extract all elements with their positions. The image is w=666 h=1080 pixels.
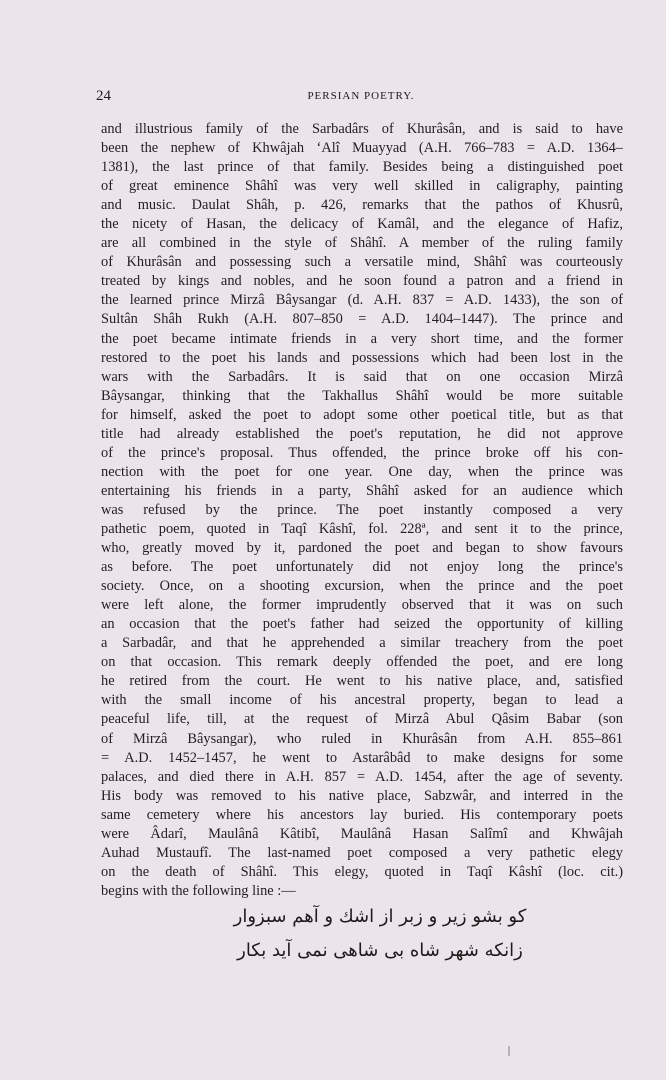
text-line: are all combined in the style of Shâhî. A member of the ruling family	[101, 235, 623, 252]
text-line: with the small income of his ancestral property, began to lead a	[101, 692, 623, 709]
text-line: His body was removed to his native place, Sabzwâr, and interred in the	[101, 787, 623, 804]
text-line: were left alone, the former imprudently observed that it was on such	[101, 597, 623, 614]
page-number: 24	[96, 88, 111, 104]
text-line: entertaining his friends in a party, Shâhî asked for an audience which	[101, 482, 623, 499]
verse-line-2: زانکه شهر شاه بی شاهی نمی آید بکار	[237, 940, 523, 961]
text-line: and music. Daulat Shâh, p. 426, remarks that the pathos of Khusrû,	[101, 197, 623, 214]
text-line: pathetic poem, quoted in Taqî Kâshî, fol. 228ª, and sent it to the prince,	[101, 520, 623, 537]
text-line: restored to the poet his lands and possessions which had been lost in the	[101, 349, 623, 366]
text-line: peaceful life, till, at the request of Mirzâ Abul Qâsim Babar (son	[101, 711, 623, 728]
running-head: PERSIAN POETRY.	[307, 90, 415, 102]
text-line: he retired from the court. He went to his native place, and, satisfied	[101, 673, 623, 690]
text-line: was refused by the prince. The poet instantly composed a very	[101, 501, 623, 518]
body-paragraph	[101, 120, 623, 901]
text-line: for himself, asked the poet to adopt some other poetical title, but as that	[101, 406, 623, 423]
text-line: Auhad Mustaufî. The last-named poet composed a very pathetic elegy	[101, 844, 623, 861]
text-line: society. Once, on a shooting excursion, when the prince and the poet	[101, 578, 623, 595]
text-line: on that occasion. This remark deeply offended the poet, and ere long	[101, 654, 623, 671]
persian-verse	[220, 900, 540, 968]
text-line: of the prince's proposal. Thus offended, the prince broke off his con-	[101, 444, 623, 461]
text-line: on the death of Shâhî. This elegy, quoted in Taqî Kâshî (loc. cit.)	[101, 863, 623, 880]
text-line: the learned prince Mirzâ Bâysangar (d. A.H. 837 = A.D. 1433), the son of	[101, 292, 623, 309]
text-line: = A.D. 1452–1457, he went to Astarâbâd to make designs for some	[101, 749, 623, 766]
text-line: nection with the poet for one year. One day, when the prince was	[101, 463, 623, 480]
page-header	[96, 88, 626, 108]
text-line: been the nephew of Khwâjah ‘Alî Muayyad (A.H. 766–783 = A.D. 1364–	[101, 140, 623, 157]
text-line: Bâysangar, thinking that the Takhallus Shâhî would be more suitable	[101, 387, 623, 404]
text-line: an occasion that the poet's father had seized the opportunity of killing	[101, 616, 623, 633]
text-line: the poet became intimate friends in a very short time, and the former	[101, 330, 623, 347]
text-line: of Mirzâ Bâysangar), who ruled in Khurâsân from A.H. 855–861	[101, 730, 623, 747]
text-line: same cemetery where his ancestors lay buried. His contemporary poets	[101, 806, 623, 823]
text-line: 1381), the last prince of that family. Besides being a distinguished poet	[101, 159, 623, 176]
text-line: and illustrious family of the Sarbadârs of Khurâsân, and is said to have	[101, 121, 623, 137]
verse-line-1: کو بشو زیر و زبر از اشك و آهم سبزوار	[233, 906, 527, 927]
text-line: palaces, and died there in A.H. 857 = A.D. 1454, after the age of seventy.	[101, 768, 623, 785]
text-line: title had already established the poet's reputation, he did not approve	[101, 425, 623, 442]
text-line: who, greatly moved by it, pardoned the poet and began to show favours	[101, 540, 623, 557]
text-line: Sultân Shâh Rukh (A.H. 807–850 = A.D. 1404–1447). The prince and	[101, 311, 623, 328]
paper-mark	[508, 1046, 510, 1056]
text-line: were Âdarî, Maulânâ Kâtibî, Maulânâ Hasan Salîmî and Khwâjah	[101, 825, 623, 842]
text-line: of great eminence Shâhî was very well skilled in caligraphy, painting	[101, 178, 623, 195]
text-line: wars with the Sarbadârs. It is said that on one occasion Mirzâ	[101, 368, 623, 385]
text-line: treated by kings and nobles, and he soon found a patron and a friend in	[101, 273, 623, 290]
text-line: a Sarbadâr, and that he apprehended a similar treachery from the poet	[101, 635, 623, 652]
text-line: as before. The poet unfortunately did not enjoy long the prince's	[101, 559, 623, 576]
text-line: begins with the following line :—	[101, 882, 296, 899]
text-line: the nicety of Hasan, the delicacy of Kamâl, and the elegance of Hafiz,	[101, 216, 623, 233]
text-line: of Khurâsân and possessing such a versatile mind, Shâhî was courteously	[101, 254, 623, 271]
